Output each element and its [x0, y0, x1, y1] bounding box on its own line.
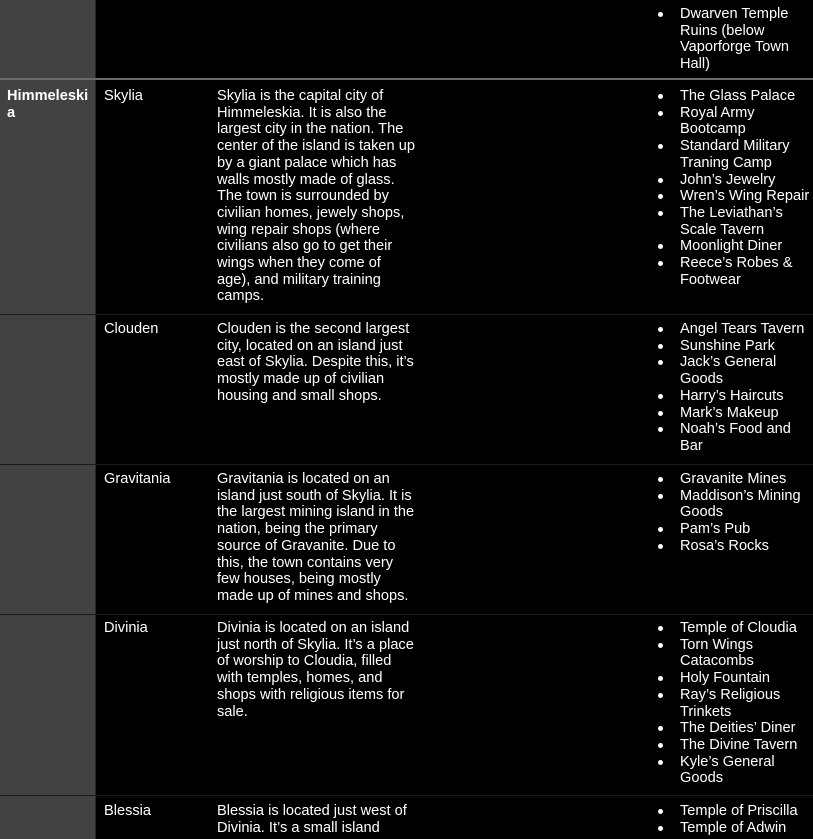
list-item: Temple of Priscilla [655, 803, 813, 820]
row-divider [0, 464, 813, 465]
row-divider [0, 314, 813, 315]
places-list [655, 321, 813, 455]
row-divider [0, 795, 813, 796]
town-description: Divinia is located on an island just north of Skylia. It’s a place of worship to Cloudia, filled with temples, homes, and shops with religious items for sale. [217, 620, 414, 720]
places-list [655, 620, 813, 787]
list-item: Gravanite Mines [655, 471, 813, 488]
list-item: Pam’s Pub [655, 521, 813, 538]
list-item: The Leviathan’s Scale Tavern [655, 205, 813, 238]
list-item: The Deities’ Diner [655, 720, 813, 737]
town-description: Gravitania is located on an island just south of Skylia. It is the largest mining island in the nation, being the primary source of Gravanite. Due to this, the town contains very few houses, being mostly made up of mines and shops. [217, 471, 415, 604]
list-item: Kyle’s General Goods [655, 754, 813, 787]
list-item: Maddison’s Mining Goods [655, 488, 813, 521]
row-divider [0, 614, 813, 615]
list-item: Royal Army Bootcamp [655, 105, 813, 138]
list-item: Ray’s Religious Trinkets [655, 687, 813, 720]
town-description: Skylia is the capital city of Himmeleskia. It is also the largest city in the nation. The center of the island is taken up by a giant palace which has walls mostly made of glass. The town is surrounded by civilian homes, jewely shops, wing repair shops (where civilians also go to get their wings when they come of age), and military training camps. [217, 88, 415, 305]
list-item: Jack’s General Goods [655, 354, 813, 387]
list-item: Temple of Cloudia [655, 620, 813, 637]
nation-column [0, 0, 95, 839]
list-item: Holy Fountain [655, 670, 813, 687]
list-item: Standard Military Traning Camp [655, 138, 813, 171]
list-item: Mark’s Makeup [655, 405, 813, 422]
list-item: Noah’s Food and Bar [655, 421, 813, 454]
town-description: Clouden is the second largest city, located on an island just east of Skylia. Despite this, it’s mostly made up of civilian housing and small shops. [217, 321, 414, 404]
list-item: Rosa’s Rocks [655, 538, 813, 555]
list-item: The Divine Tavern [655, 737, 813, 754]
column-divider [95, 0, 96, 839]
list-item: Sunshine Park [655, 338, 813, 355]
list-item: Reece’s Robes & Footwear [655, 255, 813, 288]
town-name: Clouden [104, 321, 159, 337]
town-name: Skylia [104, 88, 143, 104]
list-item: The Glass Palace [655, 88, 813, 105]
places-list [655, 803, 813, 836]
row-divider [0, 78, 813, 80]
places-list [655, 6, 813, 73]
town-name: Divinia [104, 620, 148, 636]
town-description: Blessia is located just west of Divinia. It’s a small island [217, 803, 407, 836]
places-list [655, 88, 813, 288]
list-item: Torn Wings Catacombs [655, 637, 813, 670]
list-item: Moonlight Diner [655, 238, 813, 255]
list-item: John’s Jewelry [655, 172, 813, 189]
list-item: Dwarven Temple Ruins (below Vaporforge Town Hall) [655, 6, 813, 73]
nation-name: Himmeleskia [7, 88, 89, 121]
town-name: Gravitania [104, 471, 171, 487]
list-item: Harry’s Haircuts [655, 388, 813, 405]
list-item: Wren’s Wing Repair [655, 188, 813, 205]
list-item: Angel Tears Tavern [655, 321, 813, 338]
places-list [655, 471, 813, 555]
town-name: Blessia [104, 803, 152, 819]
list-item: Temple of Adwin [655, 820, 813, 837]
